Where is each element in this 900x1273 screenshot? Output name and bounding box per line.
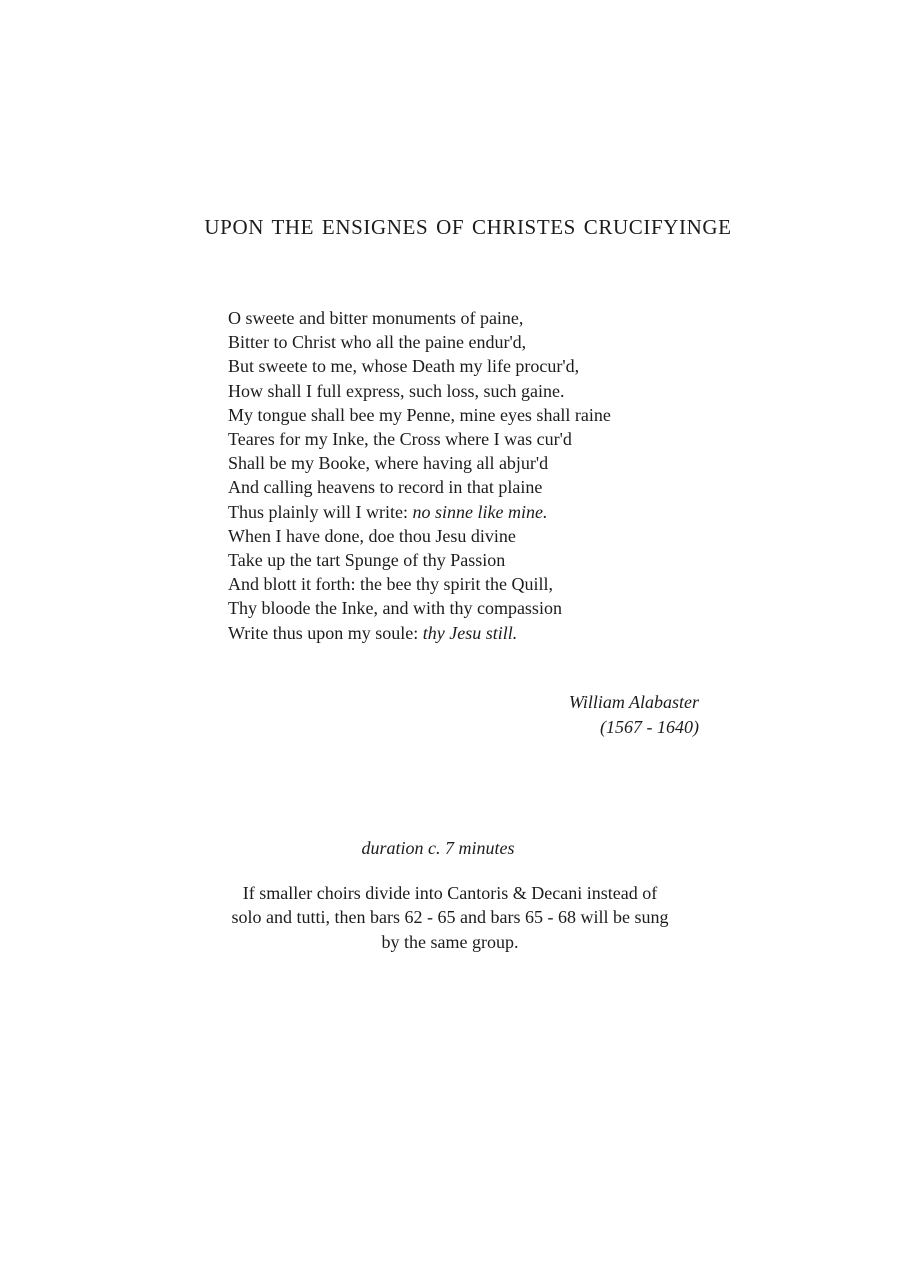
poem-line (228, 475, 611, 499)
poem-line-text: Thus plainly will I write: (228, 501, 413, 522)
poem-line (228, 596, 611, 620)
poem-line (228, 330, 611, 354)
poem-line (228, 306, 611, 330)
performance-note-line: by the same group. (381, 931, 519, 952)
poem-line-text: But sweete to me, whose Death my life procur'd, (228, 356, 580, 377)
poem-body (228, 306, 611, 645)
poem-line (228, 548, 611, 572)
poem-line-text: And blott it forth: the bee thy spirit the Quill, (228, 574, 553, 595)
poem-line-text: When I have done, doe thou Jesu divine (228, 525, 516, 546)
poem-line (228, 427, 611, 451)
author-name: William Alabaster (568, 692, 699, 712)
poem-line-text: Thy bloode the Inke, and with thy compassion (228, 598, 562, 619)
poem-line (228, 524, 611, 548)
poem-line (228, 379, 611, 403)
page-title: UPON THE ENSIGNES OF CHRISTES CRUCIFYINGE (204, 215, 732, 239)
poem-line (228, 354, 611, 378)
poem-line-text: O sweete and bitter monuments of paine, (228, 308, 524, 328)
poem-line-text: Take up the tart Spunge of thy Passion (228, 550, 506, 571)
poem-line-text: Shall be my Booke, where having all abjur'd (228, 453, 549, 474)
performance-note (0, 881, 900, 954)
duration-note: duration c. 7 minutes (361, 838, 515, 858)
poem-attribution (569, 690, 699, 739)
poem-line-text: Write thus upon my soule: (228, 622, 423, 643)
performance-note-line: solo and tutti, then bars 62 - 65 and bars 65 - 68 will be sung (231, 907, 669, 928)
poem-line-text: How shall I full express, such loss, such gaine. (228, 380, 565, 401)
author-dates: (1567 - 1640) (600, 716, 699, 737)
performance-note-line: If smaller choirs divide into Cantoris & Decani instead of (242, 883, 658, 903)
poem-line (228, 451, 611, 475)
poem-line-text: Bitter to Christ who all the paine endur'd, (228, 332, 527, 353)
poem-line (228, 621, 611, 645)
poem-line (228, 403, 611, 427)
poem-line-italic-text: no sinne like mine. (412, 501, 548, 522)
poem-line-text: And calling heavens to record in that plaine (228, 477, 543, 498)
poem-line-text: My tongue shall bee my Penne, mine eyes shall raine (228, 404, 611, 425)
poem-line (228, 500, 611, 524)
poem-line-text: Teares for my Inke, the Cross where I was cur'd (228, 429, 572, 450)
poem-line-italic-text: thy Jesu still. (422, 622, 518, 643)
poem-line (228, 572, 611, 596)
